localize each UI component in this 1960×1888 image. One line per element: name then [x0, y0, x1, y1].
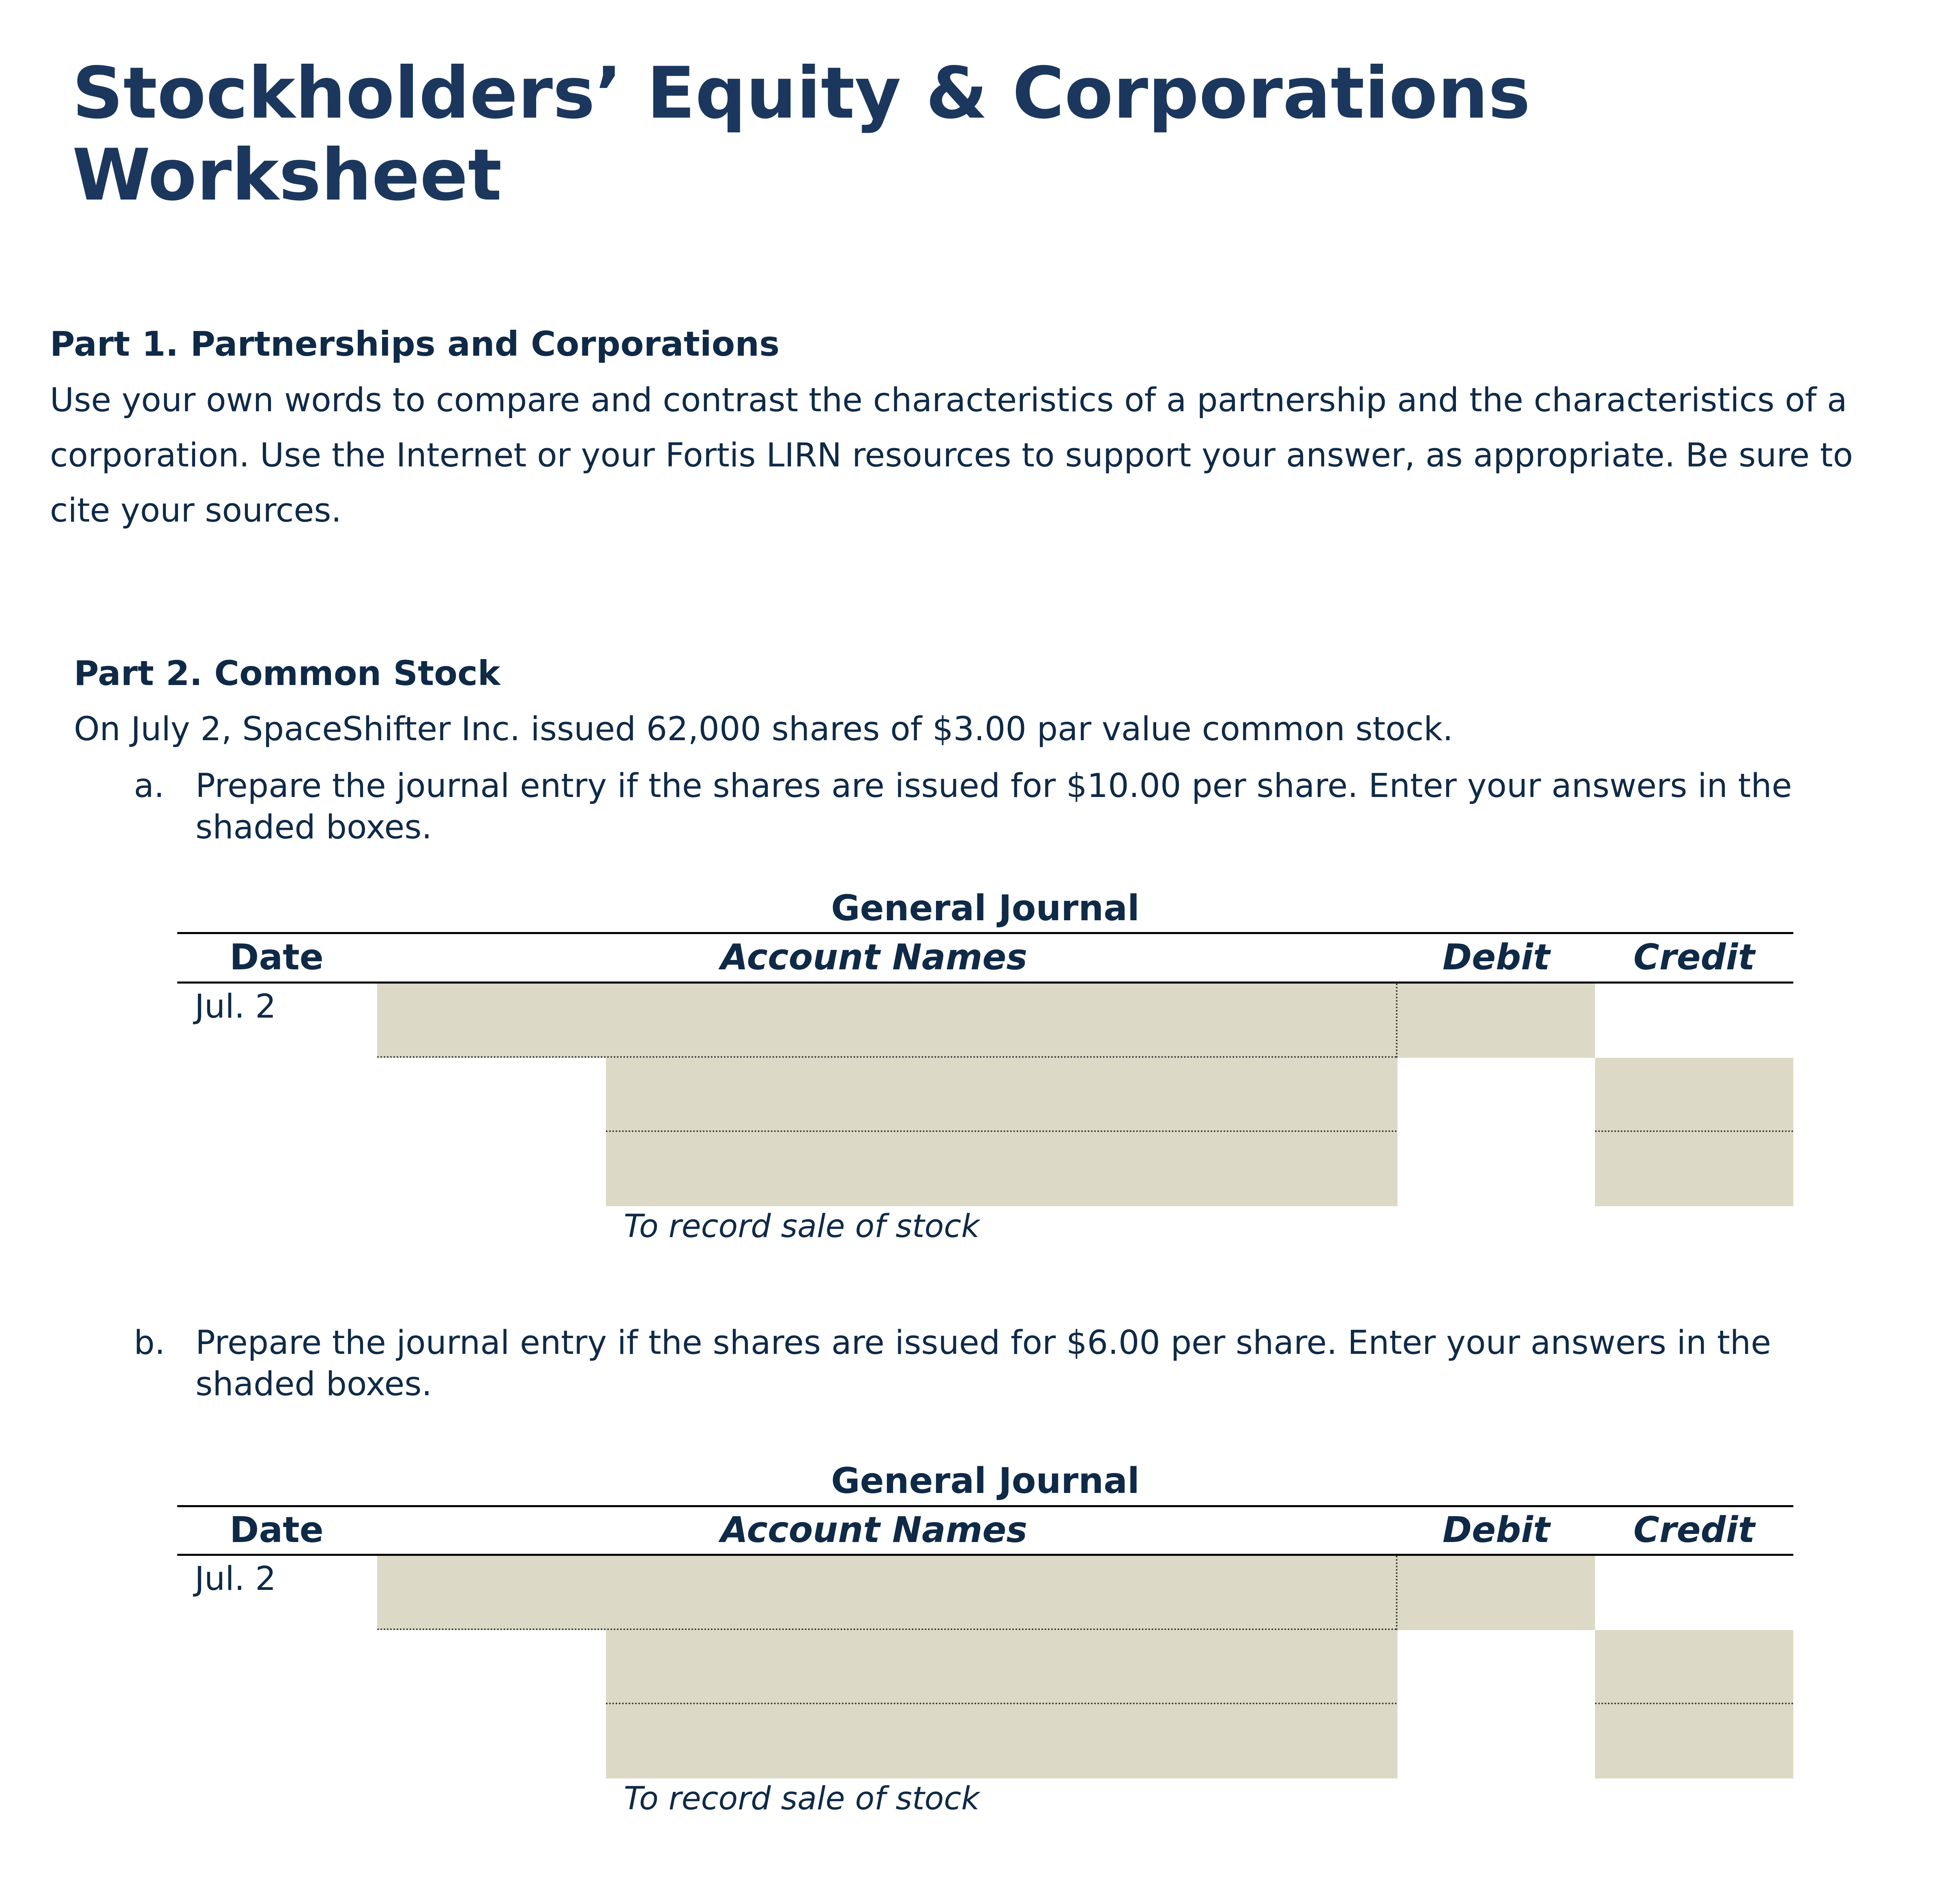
journal-b-title: General Journal — [831, 1460, 1140, 1501]
journal-a-col-debit: Debit — [1443, 936, 1550, 978]
journal-b-col-account: Account Names — [720, 1509, 1028, 1551]
journal-a-debit-amount-input[interactable] — [1398, 984, 1595, 1058]
journal-a-memo: To record sale of stock — [624, 1208, 980, 1245]
part1-body: Use your own words to compare and contrast the characteristics of a partnership and the characteristics of a corporation. Use the Internet or your Fortis LIRN resources to support your answer, as appropriate. Be sure to cite your sources. — [50, 381, 1853, 530]
journal-a-credit-amount-2-input[interactable] — [1595, 1132, 1793, 1206]
item-b-text: Prepare the journal entry if the shares are issued for $6.00 per share. Enter your answers in the shaded boxes. — [195, 1324, 1771, 1403]
page-title: Stockholders’ Equity & Corporations Worksheet — [72, 52, 1531, 217]
journal-a-credit-amount-1-input[interactable] — [1595, 1058, 1793, 1132]
part1-heading: Part 1. Partnerships and Corporations — [50, 324, 780, 364]
journal-b-credit-account-2-input[interactable] — [606, 1704, 1398, 1778]
journal-b-credit-amount-1-input[interactable] — [1595, 1630, 1793, 1704]
journal-a-col-account: Account Names — [720, 936, 1028, 978]
journal-b-top-rule — [177, 1505, 1793, 1507]
item-b-letter: b. — [134, 1324, 165, 1362]
journal-b-debit-account-input[interactable] — [377, 1556, 1398, 1630]
journal-a-top-rule — [177, 932, 1793, 934]
journal-a-credit-account-1-input[interactable] — [606, 1058, 1398, 1132]
item-a-letter: a. — [134, 767, 165, 805]
journal-a-col-date: Date — [230, 936, 324, 978]
journal-a-debit-account-input[interactable] — [377, 984, 1398, 1058]
journal-b-debit-amount-input[interactable] — [1398, 1556, 1595, 1630]
journal-b-date: Jul. 2 — [195, 1560, 276, 1598]
journal-b-col-debit: Debit — [1443, 1509, 1550, 1551]
journal-b-memo: To record sale of stock — [624, 1781, 980, 1817]
journal-b-credit-amount-2-input[interactable] — [1595, 1704, 1793, 1778]
journal-b-col-date: Date — [230, 1509, 324, 1551]
part2-heading: Part 2. Common Stock — [74, 653, 500, 693]
part2-intro: On July 2, SpaceShifter Inc. issued 62,000 shares of $3.00 par value common stock. — [74, 710, 1453, 748]
journal-a-title: General Journal — [831, 887, 1140, 929]
journal-a-credit-account-2-input[interactable] — [606, 1132, 1398, 1206]
journal-b-credit-account-1-input[interactable] — [606, 1630, 1398, 1704]
journal-a-date: Jul. 2 — [195, 988, 276, 1026]
item-a-text: Prepare the journal entry if the shares are issued for $10.00 per share. Enter your answers in the shaded boxes. — [195, 767, 1792, 846]
journal-a-col-credit: Credit — [1633, 936, 1755, 978]
journal-b-col-credit: Credit — [1633, 1509, 1755, 1551]
